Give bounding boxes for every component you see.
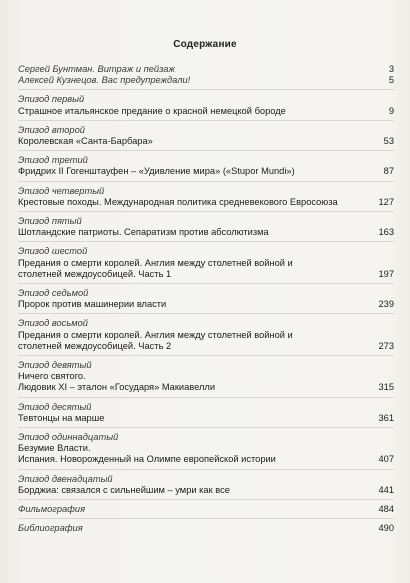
- toc-entry: [18, 428, 394, 470]
- entry-title: Королевская «Санта-Барбара»: [18, 136, 153, 147]
- entry-title: Крестовые походы. Международная политика средневекового Евросоюза: [18, 196, 338, 207]
- page-number: 239: [378, 299, 394, 310]
- episode-label: Эпизод третий: [18, 155, 88, 166]
- episode-label: Эпизод восьмой: [18, 318, 88, 329]
- episode-label: Эпизод одиннадцатый: [18, 432, 119, 443]
- toc-line: [18, 227, 394, 238]
- toc-line: [18, 454, 394, 465]
- toc-line: [18, 330, 394, 341]
- entry-title: столетней междоусобицей. Часть 2: [18, 340, 172, 351]
- toc-line: [18, 269, 394, 280]
- episode-label: Эпизод девятый: [18, 360, 92, 371]
- toc-entry: [18, 470, 394, 500]
- entry-title: Алексей Кузнецов. Вас предупреждали!: [18, 75, 191, 86]
- page-number: 9: [388, 105, 394, 116]
- page-number: 5: [388, 75, 394, 86]
- toc-line: [18, 504, 394, 515]
- episode-label: Эпизод седьмой: [18, 288, 89, 299]
- episode-label: Эпизод двенадцатый: [18, 473, 113, 484]
- entry-title: столетней междоусобицей. Часть 1: [18, 268, 172, 279]
- toc-line: [18, 413, 394, 424]
- page-number: 197: [378, 268, 394, 279]
- entry-title: Предания о смерти королей. Англия между столетней войной и: [18, 257, 293, 268]
- toc-line: [18, 299, 394, 310]
- entry-title: Пророк против машинерии власти: [18, 299, 167, 310]
- entry-title: Ничего святого.: [18, 371, 86, 382]
- entry-title: Фильмография: [18, 504, 86, 515]
- toc-line: [18, 258, 394, 269]
- page-number: 361: [378, 412, 394, 423]
- entry-title: Борджиа: связался с сильнейшим – умри как все: [18, 484, 230, 495]
- page-number: 127: [378, 196, 394, 207]
- page-number: 484: [378, 504, 394, 515]
- toc-entry: [18, 60, 394, 90]
- toc-entry: [18, 182, 394, 212]
- toc-line: [18, 64, 394, 75]
- toc-entry: [18, 356, 394, 398]
- toc-entry: [18, 284, 394, 314]
- entry-title: Безумие Власти.: [18, 443, 91, 454]
- toc-entry: [18, 212, 394, 242]
- toc-entry: [18, 242, 394, 284]
- page-number: 490: [378, 523, 394, 534]
- entry-title: Испания. Новорожденный на Олимпе европейской истории: [18, 454, 276, 465]
- toc-line: [18, 75, 394, 86]
- table-of-contents: [18, 60, 394, 538]
- toc-line: [18, 485, 394, 496]
- toc-entry: [18, 121, 394, 151]
- entry-title: Шотландские патриоты. Сепаратизм против абсолютизма: [18, 227, 269, 238]
- entry-title: Людовик XI – эталон «Государя» Макиавелли: [18, 382, 216, 393]
- page-number: 441: [378, 484, 394, 495]
- episode-label: Эпизод четвертый: [18, 185, 105, 196]
- toc-line: [18, 166, 394, 177]
- page-title: Содержание: [173, 39, 237, 50]
- page-number: 315: [378, 382, 394, 393]
- episode-label: Эпизод шестой: [18, 246, 88, 257]
- toc-entry: [18, 314, 394, 356]
- toc-line: [18, 106, 394, 117]
- page-number: 273: [378, 340, 394, 351]
- toc-entry: [18, 151, 394, 181]
- toc-line: [18, 523, 394, 534]
- entry-title: Страшное итальянское предание о красной немецкой бороде: [18, 105, 286, 116]
- entry-title: Предания о смерти королей. Англия между столетней войной и: [18, 329, 293, 340]
- toc-line: [18, 371, 394, 382]
- toc-line: [18, 341, 394, 352]
- episode-label: Эпизод десятый: [18, 401, 92, 412]
- entry-title: Фридрих II Гогенштауфен – «Удивление мира» («Stupor Mundi»): [18, 166, 295, 177]
- toc-entry: [18, 500, 394, 519]
- page-number: 87: [383, 166, 394, 177]
- entry-title: Тевтонцы на марше: [18, 412, 105, 423]
- toc-line: [18, 382, 394, 393]
- page-number: 163: [378, 227, 394, 238]
- episode-label: Эпизод второй: [18, 124, 85, 135]
- page-number: 3: [388, 64, 394, 74]
- toc-entry: [18, 519, 394, 537]
- toc-line: [18, 136, 394, 147]
- toc-entry: [18, 90, 394, 120]
- episode-label: Эпизод первый: [18, 94, 85, 105]
- entry-title: Сергей Бунтман. Витраж и пейзаж: [18, 64, 175, 74]
- page-number: 407: [378, 454, 394, 465]
- entry-title: Библиография: [18, 523, 83, 534]
- toc-line: [18, 443, 394, 454]
- toc-line: [18, 197, 394, 208]
- episode-label: Эпизод пятый: [18, 216, 82, 227]
- page-number: 53: [383, 136, 394, 147]
- toc-entry: [18, 398, 394, 428]
